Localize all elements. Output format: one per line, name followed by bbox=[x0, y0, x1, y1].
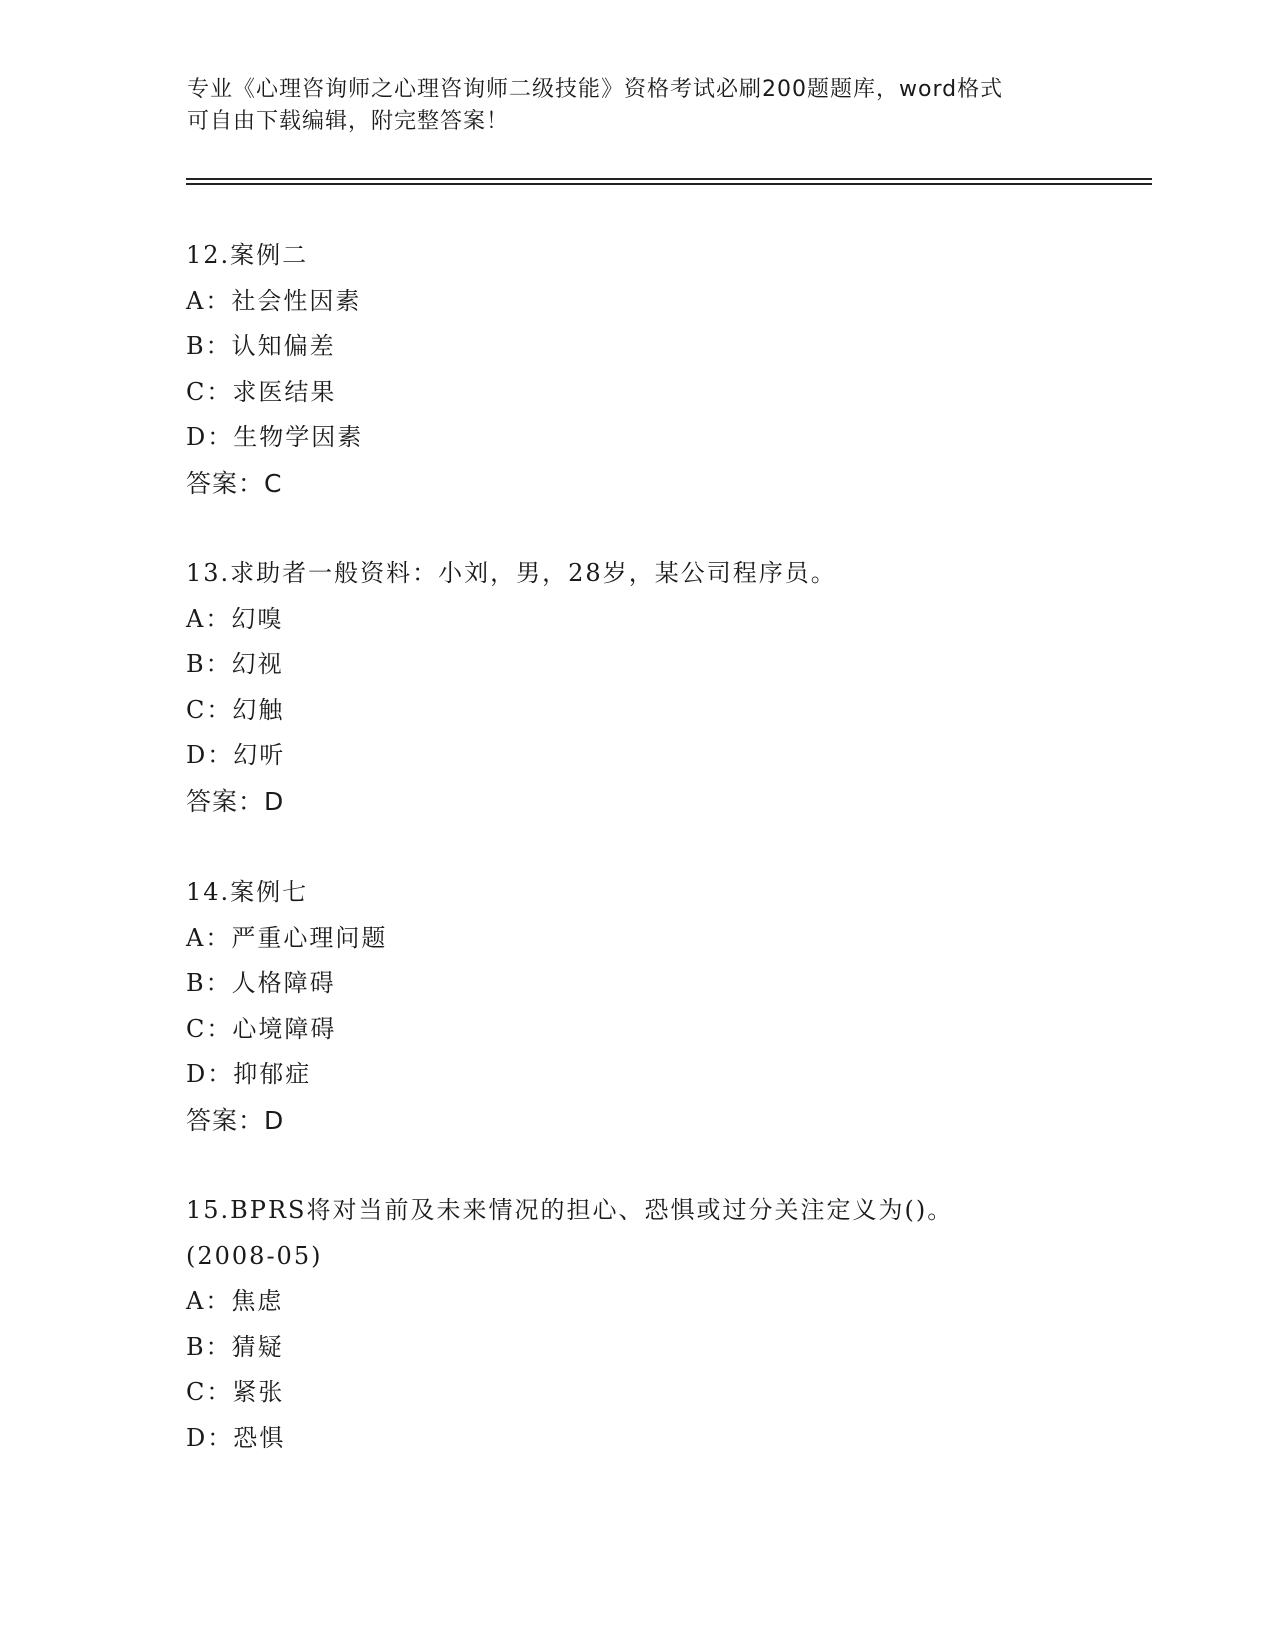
document-header bbox=[187, 74, 1087, 138]
option-d: D：抑郁症 bbox=[186, 1060, 312, 1088]
question-stem: 13.求助者一般资料：小刘，男，28岁，某公司程序员。 bbox=[186, 559, 837, 587]
option-d: D：恐惧 bbox=[186, 1423, 286, 1452]
option-c: C：求医结果 bbox=[186, 377, 337, 406]
option-d: D：生物学因素 bbox=[186, 423, 364, 451]
option-d: D：幻听 bbox=[186, 741, 286, 769]
option-b: B：人格障碍 bbox=[186, 969, 336, 997]
question-stem-continued: (2008-05) bbox=[186, 1241, 323, 1270]
option-a: A：严重心理问题 bbox=[186, 923, 388, 952]
question-stem: 12.案例二 bbox=[186, 241, 309, 269]
question-13 bbox=[186, 551, 1106, 824]
answer-label: 答案：D bbox=[186, 1105, 285, 1135]
option-a: A：焦虑 bbox=[186, 1287, 284, 1315]
answer-label: 答案：D bbox=[186, 786, 285, 816]
option-c: C：幻触 bbox=[186, 695, 285, 724]
question-stem: 14.案例七 bbox=[186, 878, 309, 906]
option-b: B：认知偏差 bbox=[186, 332, 336, 360]
header-divider-top bbox=[186, 178, 1152, 180]
option-b: B：幻视 bbox=[186, 650, 284, 678]
question-15 bbox=[186, 1188, 1106, 1461]
option-c: C：紧张 bbox=[186, 1378, 285, 1406]
question-12 bbox=[186, 233, 1106, 506]
option-a: A：幻嗅 bbox=[186, 604, 284, 633]
question-stem: 15.BPRS将对当前及未来情况的担心、恐惧或过分关注定义为()。 bbox=[186, 1196, 954, 1224]
header-line-1: 专业《心理咨询师之心理咨询师二级技能》资格考试必刷200题题库，word格式 bbox=[187, 77, 1004, 102]
header-line-2: 可自由下载编辑，附完整答案！ bbox=[187, 109, 510, 134]
question-14 bbox=[186, 870, 1106, 1143]
option-c: C：心境障碍 bbox=[186, 1014, 337, 1043]
header-divider-bottom bbox=[186, 183, 1152, 185]
option-a: A：社会性因素 bbox=[186, 286, 362, 315]
option-b: B：猜疑 bbox=[186, 1332, 284, 1361]
answer-label: 答案：C bbox=[186, 468, 283, 498]
